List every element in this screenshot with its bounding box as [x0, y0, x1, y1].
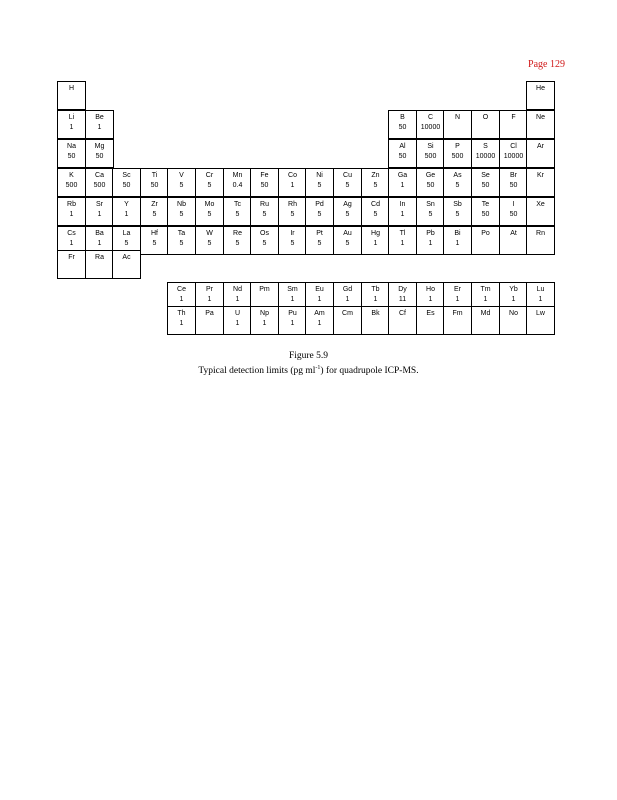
detection-limit-value: 1	[428, 296, 433, 303]
element-symbol: N	[454, 114, 461, 121]
element-cell-w	[195, 226, 224, 255]
element-symbol: Lw	[536, 310, 545, 317]
element-symbol: In	[399, 201, 406, 208]
detection-limit-value: 50	[426, 182, 435, 189]
detection-limit-value: 10000	[475, 153, 496, 160]
detection-limit-value: 1	[235, 296, 240, 303]
element-cell-i	[499, 197, 528, 226]
element-symbol: Ta	[177, 230, 186, 237]
detection-limit-value: 5	[373, 182, 378, 189]
element-symbol: Nb	[177, 201, 186, 208]
element-cell-p	[443, 139, 472, 168]
element-symbol: Sr	[96, 201, 103, 208]
element-symbol: Mo	[204, 201, 215, 208]
detection-limit-value: 5	[207, 240, 212, 247]
detection-limit-value: 5	[262, 240, 267, 247]
element-cell-cr	[195, 168, 224, 197]
detection-limit-value: 1	[538, 296, 543, 303]
element-symbol: Cd	[371, 201, 380, 208]
detection-limit-value: 1	[373, 296, 378, 303]
element-symbol: Xe	[536, 201, 545, 208]
element-symbol: Md	[480, 310, 491, 317]
element-symbol: Fr	[68, 254, 75, 261]
element-cell-au	[333, 226, 362, 255]
element-symbol: Sb	[453, 201, 462, 208]
element-symbol: Am	[314, 310, 325, 317]
element-symbol: Po	[481, 230, 490, 237]
element-symbol: Pd	[315, 201, 324, 208]
detection-limit-value: 1	[290, 320, 295, 327]
element-symbol: Sc	[122, 172, 131, 179]
element-cell-lw	[526, 306, 555, 335]
element-symbol: P	[455, 143, 460, 150]
detection-limit-value: 1	[69, 240, 74, 247]
element-cell-in	[388, 197, 417, 226]
detection-limit-value: 5	[262, 211, 267, 218]
element-symbol: Dy	[398, 286, 407, 293]
detection-limit-value: 5	[290, 240, 295, 247]
detection-limit-value: 5	[152, 211, 157, 218]
detection-limit-value: 1	[428, 240, 433, 247]
element-symbol: Es	[426, 310, 435, 317]
detection-limit-value: 1	[317, 320, 322, 327]
element-symbol: Pm	[259, 286, 270, 293]
detection-limit-value: 1	[455, 240, 460, 247]
detection-limit-value: 50	[67, 153, 76, 160]
detection-limit-value: 50	[481, 211, 490, 218]
detection-limit-value: 5	[179, 182, 184, 189]
element-cell-y	[112, 197, 141, 226]
element-cell-ir	[278, 226, 307, 255]
element-symbol: Lu	[536, 286, 545, 293]
element-symbol: B	[400, 114, 405, 121]
element-symbol: Te	[481, 201, 490, 208]
element-cell-ag	[333, 197, 362, 226]
detection-limit-value: 50	[481, 182, 490, 189]
element-cell-k	[57, 168, 86, 197]
element-symbol: Ac	[122, 254, 131, 261]
element-symbol: Re	[233, 230, 242, 237]
detection-limit-value: 1	[69, 124, 74, 131]
detection-limit-value: 5	[345, 240, 350, 247]
element-symbol: Bi	[454, 230, 461, 237]
element-cell-np	[250, 306, 279, 335]
element-cell-mn	[223, 168, 252, 197]
detection-limit-value: 10000	[420, 124, 441, 131]
element-symbol: Ca	[95, 172, 104, 179]
element-cell-s	[471, 139, 500, 168]
detection-limit-value: 1	[69, 211, 74, 218]
element-cell-si	[416, 139, 445, 168]
element-cell-mo	[195, 197, 224, 226]
detection-limit-value: 1	[179, 296, 184, 303]
element-symbol: Ni	[316, 172, 323, 179]
element-cell-co	[278, 168, 307, 197]
detection-limit-value: 50	[122, 182, 131, 189]
detection-limit-value: 1	[511, 296, 516, 303]
element-cell-pa	[195, 306, 224, 335]
element-cell-po	[471, 226, 500, 255]
element-symbol: Zr	[151, 201, 158, 208]
detection-limit-value: 50	[150, 182, 159, 189]
element-cell-cm	[333, 306, 362, 335]
element-symbol: Fm	[452, 310, 463, 317]
detection-limit-value: 1	[97, 124, 102, 131]
element-cell-rb	[57, 197, 86, 226]
element-symbol: Zn	[371, 172, 380, 179]
element-symbol: No	[509, 310, 518, 317]
element-symbol: Hg	[371, 230, 380, 237]
element-cell-hf	[140, 226, 169, 255]
detection-limit-value: 5	[317, 211, 322, 218]
detection-limit-value: 1	[262, 320, 267, 327]
element-cell-zn	[361, 168, 390, 197]
element-cell-at	[499, 226, 528, 255]
element-cell-h	[57, 81, 86, 110]
element-symbol: Fe	[260, 172, 269, 179]
element-symbol: I	[512, 201, 515, 208]
element-cell-os	[250, 226, 279, 255]
detection-limit-value: 1	[455, 296, 460, 303]
element-symbol: C	[427, 114, 434, 121]
element-symbol: Cs	[67, 230, 76, 237]
figure-label: Figure 5.9	[288, 351, 329, 361]
detection-limit-value: 5	[235, 211, 240, 218]
element-cell-n	[443, 110, 472, 139]
element-cell-no	[499, 306, 528, 335]
element-symbol: Al	[399, 143, 406, 150]
detection-limit-value: 50	[95, 153, 104, 160]
detection-limit-value: 1	[97, 211, 102, 218]
element-symbol: Ir	[290, 230, 295, 237]
detection-limit-value: 1	[235, 320, 240, 327]
element-symbol: Rb	[67, 201, 76, 208]
element-symbol: Np	[260, 310, 269, 317]
element-symbol: Ru	[260, 201, 269, 208]
element-symbol: Kr	[537, 172, 544, 179]
element-symbol: Pr	[206, 286, 213, 293]
detection-limit-value: 5	[345, 211, 350, 218]
element-symbol: Cr	[205, 172, 214, 179]
element-cell-es	[416, 306, 445, 335]
element-symbol: Th	[177, 310, 186, 317]
element-cell-bi	[443, 226, 472, 255]
detection-limit-value: 5	[124, 240, 129, 247]
element-symbol: Pt	[316, 230, 323, 237]
element-cell-se	[471, 168, 500, 197]
element-symbol: Tm	[480, 286, 491, 293]
element-cell-na	[57, 139, 86, 168]
element-cell-ta	[167, 226, 196, 255]
detection-limit-value: 500	[65, 182, 78, 189]
element-symbol: Y	[124, 201, 129, 208]
element-cell-xe	[526, 197, 555, 226]
element-symbol: Se	[481, 172, 490, 179]
element-symbol: Ra	[95, 254, 104, 261]
detection-limit-value: 50	[260, 182, 269, 189]
detection-limit-value: 1	[483, 296, 488, 303]
element-symbol: Rh	[288, 201, 297, 208]
element-symbol: K	[69, 172, 74, 179]
detection-limit-value: 1	[207, 296, 212, 303]
element-cell-re	[223, 226, 252, 255]
detection-limit-value: 1	[97, 240, 102, 247]
detection-limit-value: 5	[455, 211, 460, 218]
element-cell-cd	[361, 197, 390, 226]
element-cell-ra	[85, 250, 114, 279]
element-symbol: Ti	[151, 172, 158, 179]
element-symbol: Yb	[509, 286, 518, 293]
element-cell-pu	[278, 306, 307, 335]
element-symbol: Ge	[425, 172, 436, 179]
element-symbol: Tl	[399, 230, 406, 237]
element-symbol: Cl	[510, 143, 517, 150]
element-cell-sb	[443, 197, 472, 226]
caption-superscript: -1	[315, 365, 321, 371]
element-cell-hg	[361, 226, 390, 255]
element-symbol: Ce	[177, 286, 186, 293]
element-symbol: Cm	[342, 310, 353, 317]
detection-limit-value: 5	[235, 240, 240, 247]
element-cell-br	[499, 168, 528, 197]
detection-limit-value: 5	[152, 240, 157, 247]
element-cell-kr	[526, 168, 555, 197]
element-symbol: Co	[288, 172, 297, 179]
element-symbol: Ne	[536, 114, 545, 121]
element-cell-cu	[333, 168, 362, 197]
detection-limit-value: 1	[124, 211, 129, 218]
element-cell-mg	[85, 139, 114, 168]
element-cell-sr	[85, 197, 114, 226]
element-symbol: W	[206, 230, 213, 237]
element-cell-rn	[526, 226, 555, 255]
element-symbol: As	[453, 172, 462, 179]
detection-limit-value: 1	[373, 240, 378, 247]
element-cell-bk	[361, 306, 390, 335]
detection-limit-value: 5	[207, 182, 212, 189]
element-cell-u	[223, 306, 252, 335]
element-cell-cf	[388, 306, 417, 335]
detection-limit-value: 5	[373, 211, 378, 218]
element-symbol: O	[482, 114, 489, 121]
page-number: Page 129	[528, 59, 565, 70]
detection-limit-value: 5	[317, 182, 322, 189]
element-cell-ga	[388, 168, 417, 197]
element-symbol: Si	[427, 143, 434, 150]
element-symbol: Mg	[94, 143, 105, 150]
detection-limit-value: 5	[179, 240, 184, 247]
element-cell-tc	[223, 197, 252, 226]
element-symbol: Br	[510, 172, 517, 179]
element-symbol: Tc	[234, 201, 241, 208]
element-symbol: Ag	[343, 201, 352, 208]
detection-limit-value: 1	[400, 182, 405, 189]
detection-limit-value: 1	[345, 296, 350, 303]
element-cell-pd	[305, 197, 334, 226]
element-symbol: Gd	[342, 286, 353, 293]
detection-limit-value: 5	[179, 211, 184, 218]
element-cell-pb	[416, 226, 445, 255]
element-cell-zr	[140, 197, 169, 226]
element-symbol: Be	[95, 114, 104, 121]
element-cell-v	[167, 168, 196, 197]
detection-limit-value: 5	[455, 182, 460, 189]
element-symbol: V	[179, 172, 184, 179]
detection-limit-value: 5	[317, 240, 322, 247]
element-cell-md	[471, 306, 500, 335]
element-symbol: Er	[454, 286, 461, 293]
element-cell-ge	[416, 168, 445, 197]
element-symbol: Eu	[315, 286, 324, 293]
detection-limit-value: 500	[424, 153, 437, 160]
element-cell-fm	[443, 306, 472, 335]
element-cell-rh	[278, 197, 307, 226]
element-symbol: He	[536, 85, 545, 92]
element-symbol: Cf	[399, 310, 406, 317]
detection-limit-value: 1	[290, 182, 295, 189]
element-cell-ca	[85, 168, 114, 197]
figure-caption	[0, 350, 617, 377]
element-cell-f	[499, 110, 528, 139]
caption-text-before: Typical detection limits (pg ml	[198, 366, 316, 377]
element-cell-al	[388, 139, 417, 168]
element-cell-tl	[388, 226, 417, 255]
detection-limit-value: 1	[400, 211, 405, 218]
caption-text	[0, 362, 617, 377]
element-symbol: Au	[343, 230, 352, 237]
element-symbol: Tb	[371, 286, 380, 293]
detection-limit-value: 1	[317, 296, 322, 303]
element-symbol: Pb	[426, 230, 435, 237]
element-cell-he	[526, 81, 555, 110]
element-symbol: Pa	[205, 310, 214, 317]
element-symbol: Cu	[343, 172, 352, 179]
element-cell-fe	[250, 168, 279, 197]
element-cell-am	[305, 306, 334, 335]
element-cell-fr	[57, 250, 86, 279]
element-symbol: Rn	[536, 230, 545, 237]
element-cell-ar	[526, 139, 555, 168]
element-symbol: Mn	[232, 172, 243, 179]
element-symbol: Sn	[426, 201, 435, 208]
detection-limit-value: 500	[93, 182, 106, 189]
element-symbol: Na	[67, 143, 76, 150]
element-symbol: Ar	[537, 143, 544, 150]
element-cell-ti	[140, 168, 169, 197]
element-cell-th	[167, 306, 196, 335]
detection-limit-value: 5	[428, 211, 433, 218]
detection-limit-value: 50	[509, 211, 518, 218]
element-cell-ne	[526, 110, 555, 139]
element-symbol: H	[68, 85, 75, 92]
element-symbol: U	[234, 310, 241, 317]
element-cell-ac	[112, 250, 141, 279]
element-symbol: S	[483, 143, 488, 150]
element-cell-ni	[305, 168, 334, 197]
element-symbol: Bk	[371, 310, 380, 317]
detection-limit-value: 50	[509, 182, 518, 189]
element-symbol: Ho	[426, 286, 435, 293]
element-cell-be	[85, 110, 114, 139]
element-symbol: Li	[68, 114, 75, 121]
element-symbol: La	[122, 230, 131, 237]
detection-limit-value: 1	[400, 240, 405, 247]
element-symbol: Nd	[233, 286, 242, 293]
element-cell-sn	[416, 197, 445, 226]
element-cell-nb	[167, 197, 196, 226]
caption-text-after: ) for quadrupole ICP-MS.	[320, 366, 419, 377]
element-symbol: Sm	[287, 286, 298, 293]
detection-limit-value: 5	[207, 211, 212, 218]
element-cell-te	[471, 197, 500, 226]
detection-limit-value: 10000	[503, 153, 524, 160]
element-cell-o	[471, 110, 500, 139]
element-cell-c	[416, 110, 445, 139]
element-cell-li	[57, 110, 86, 139]
detection-limit-value: 11	[398, 296, 407, 303]
element-symbol: At	[510, 230, 517, 237]
detection-limit-value: 1	[179, 320, 184, 327]
element-symbol: Os	[260, 230, 269, 237]
element-symbol: Pu	[288, 310, 297, 317]
element-symbol: Ba	[95, 230, 104, 237]
detection-limit-value: 50	[398, 153, 407, 160]
element-symbol: Ga	[397, 172, 408, 179]
element-cell-ru	[250, 197, 279, 226]
element-symbol: F	[511, 114, 516, 121]
detection-limit-value: 500	[451, 153, 464, 160]
element-cell-pt	[305, 226, 334, 255]
detection-limit-value: 5	[290, 211, 295, 218]
element-cell-cl	[499, 139, 528, 168]
element-symbol: Hf	[151, 230, 158, 237]
element-cell-sc	[112, 168, 141, 197]
detection-limit-value: 1	[290, 296, 295, 303]
element-cell-b	[388, 110, 417, 139]
detection-limit-value: 50	[398, 124, 407, 131]
element-cell-as	[443, 168, 472, 197]
detection-limit-value: 0.4	[232, 182, 243, 189]
detection-limit-value: 5	[345, 182, 350, 189]
